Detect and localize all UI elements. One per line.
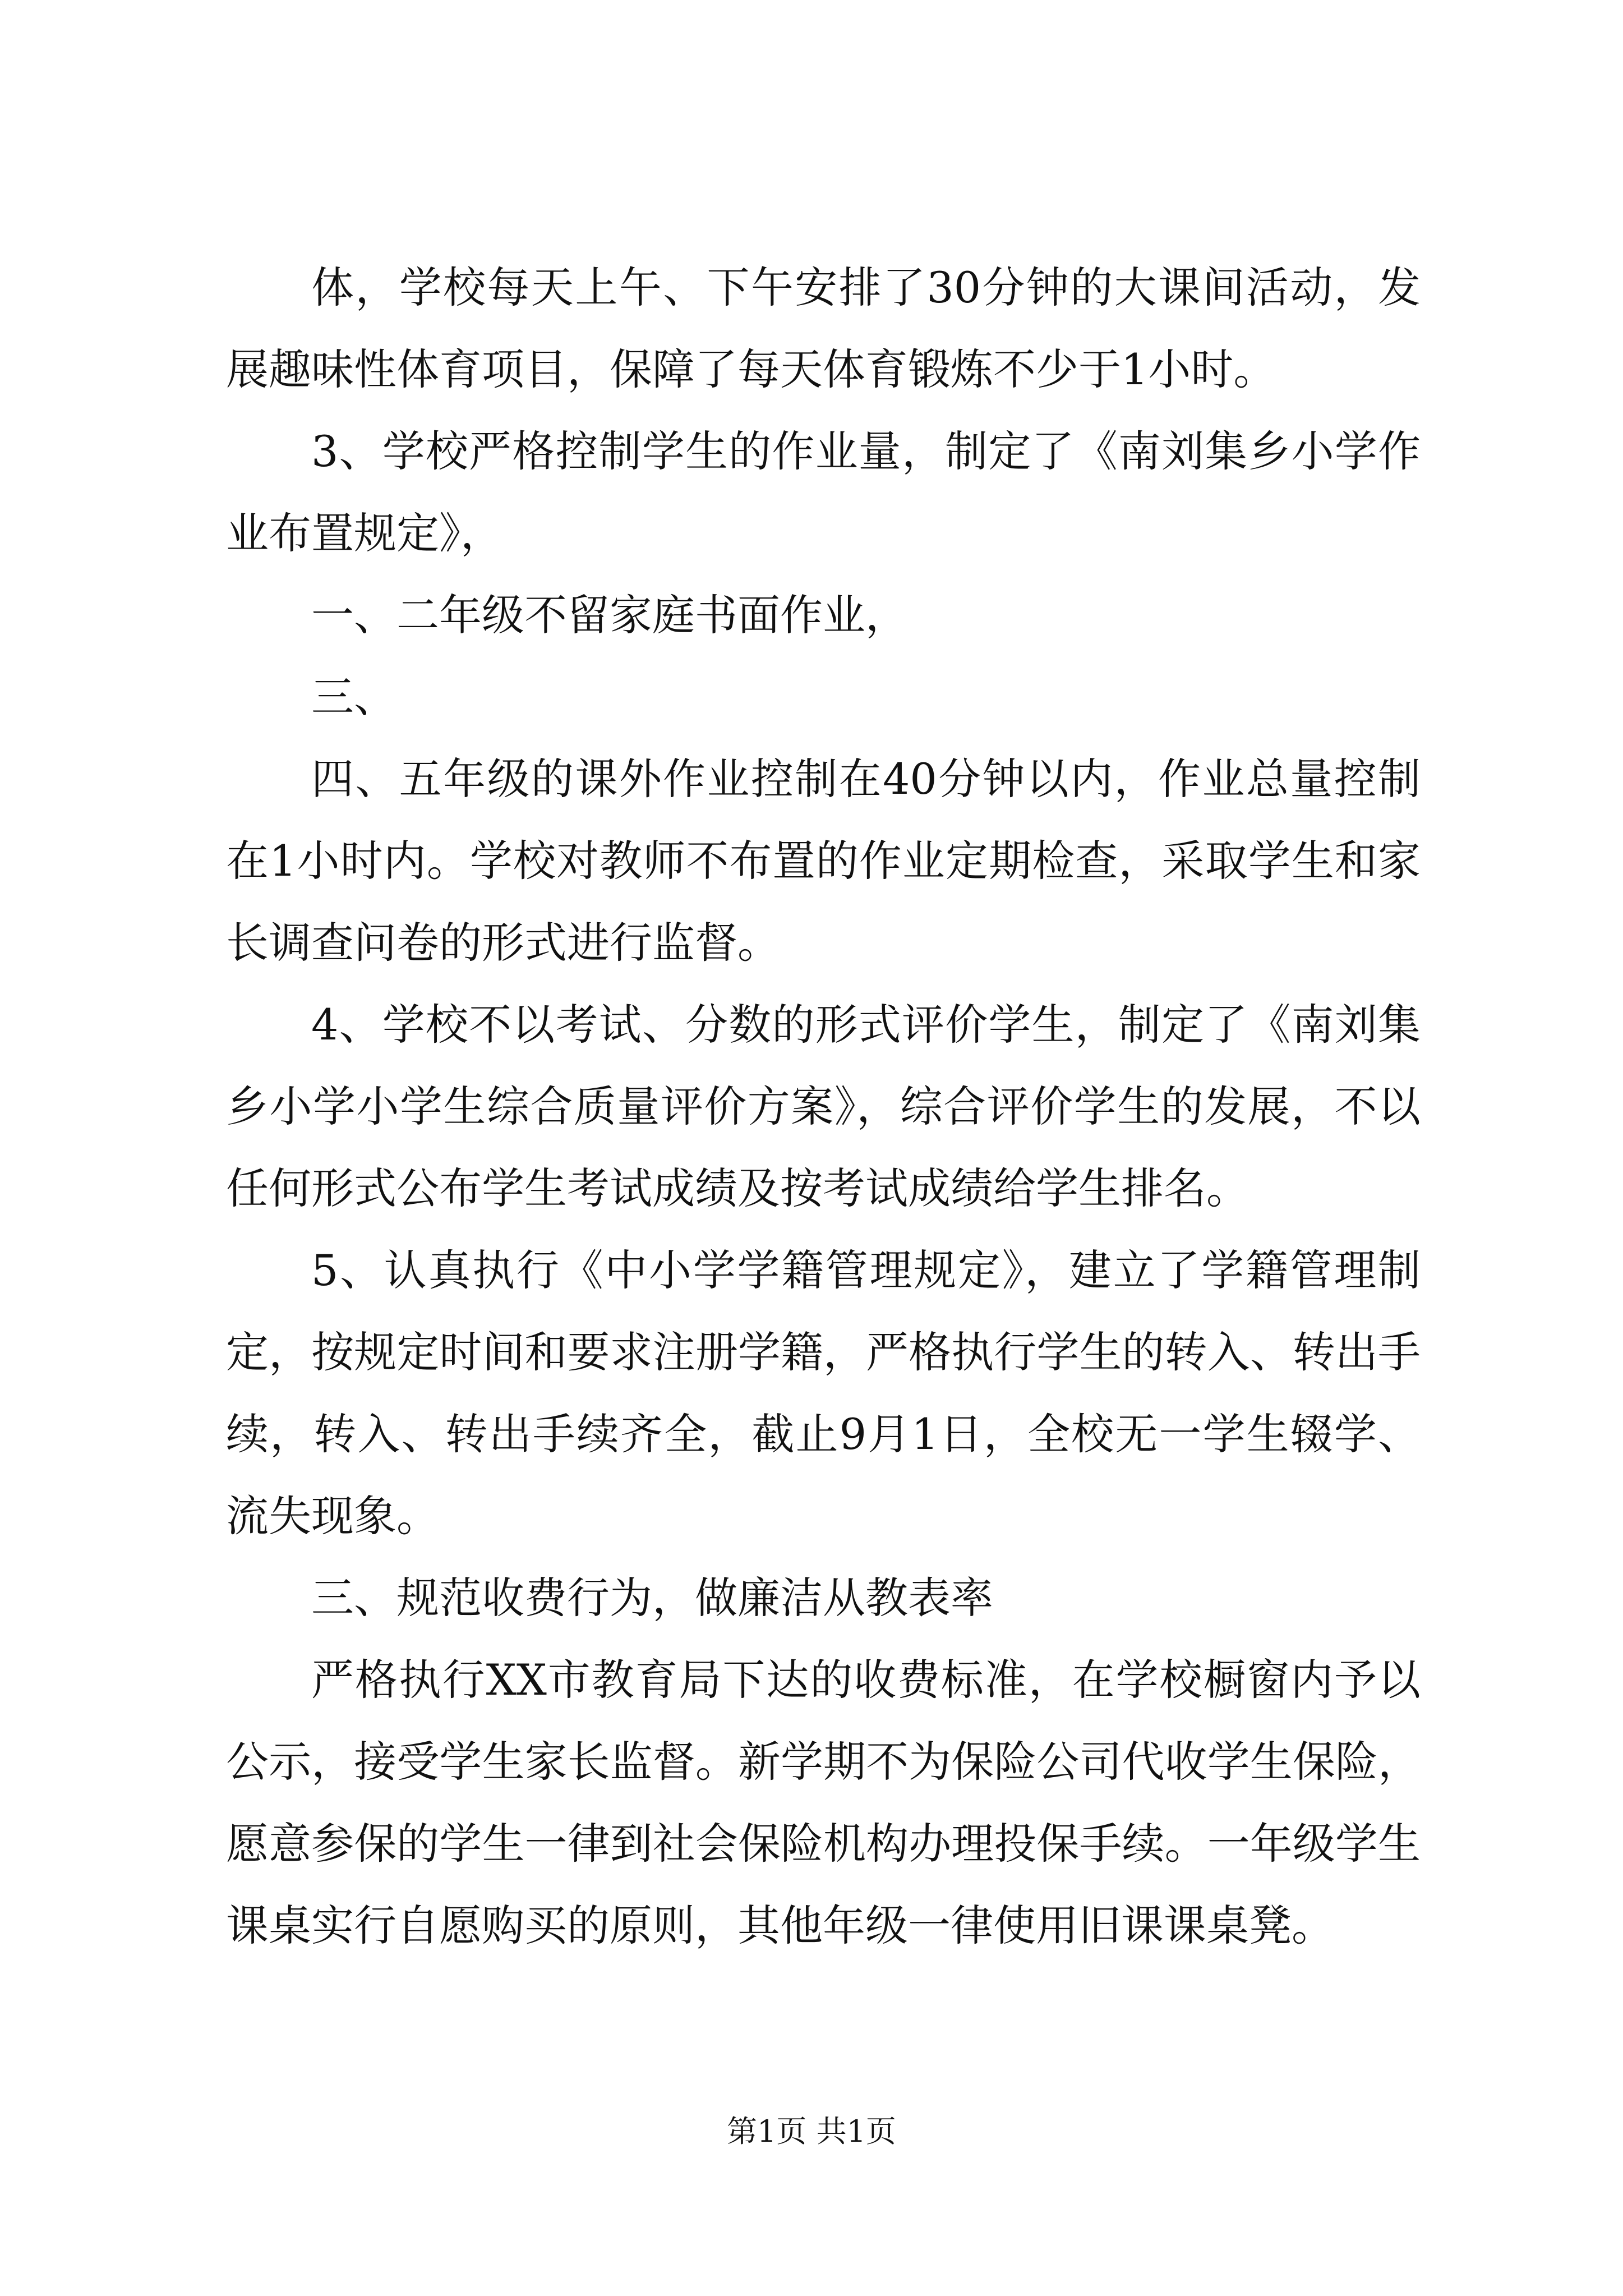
paragraph: 四、五年级的课外作业控制在40分钟以内，作业总量控制在1小时内。学校对教师不布置的作业定期检查，采取学生和家长调查问卷的形式进行监督。: [226, 754, 1421, 968]
paragraph: 5、认真执行《中小学学籍管理规定》，建立了学籍管理制定，按规定时间和要求注册学籍，严格执行学生的转入、转出手续，转入、转出手续齐全，截止9月1日，全校无一学生辍学、流失现象。: [226, 1245, 1421, 1541]
paragraph: 一、二年级不留家庭书面作业，: [311, 590, 908, 640]
paragraph: 4、学校不以考试、分数的形式评价学生，制定了《南刘集乡小学小学生综合质量评价方案》，综合评价学生的发展，不以任何形式公布学生考试成绩及按考试成绩给学生排名。: [226, 1000, 1421, 1213]
paragraph: 三、: [311, 672, 396, 722]
section-heading: 三、规范收费行为，做廉洁从教表率: [311, 1573, 993, 1623]
paragraph: 体，学校每天上午、下午安排了30分钟的大课间活动，发展趣味性体育项目，保障了每天体育锻炼不少于1小时。: [226, 263, 1421, 394]
document-body: [226, 247, 1421, 1967]
page-footer: 第1页 共1页: [727, 2114, 896, 2149]
paragraph: 3、学校严格控制学生的作业量，制定了《南刘集乡小学作业布置规定》，: [226, 426, 1421, 558]
paragraph: 严格执行XX市教育局下达的收费标准，在学校橱窗内予以公示，接受学生家长监督。新学期不为保险公司代收学生保险，愿意参保的学生一律到社会保险机构办理投保手续。一年级学生课桌实行自愿购买的原则，其他年级一律使用旧课课桌凳。: [226, 1655, 1421, 1950]
